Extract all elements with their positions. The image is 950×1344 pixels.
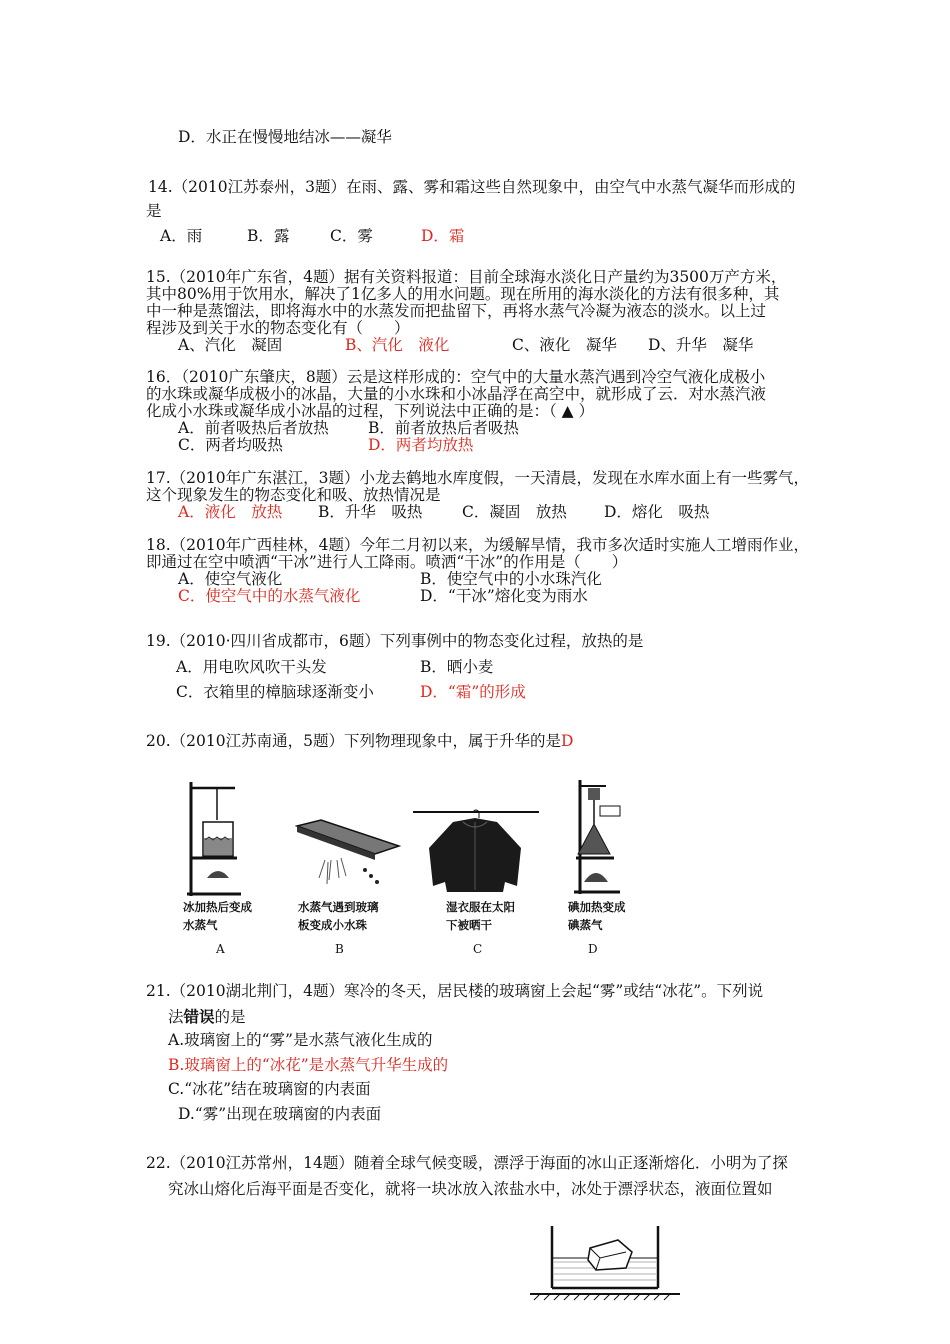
q20-stem: 20.（2010江苏南通，5题）下列物理现象中，属于升华的是D <box>146 732 574 750</box>
q21-emphasis-wrong: 错误 <box>183 1007 215 1026</box>
q22-stem-line1: 22.（2010江苏常州，14题）随着全球气候变暖，漂浮于海面的冰山正逐渐熔化．小明为了探 <box>146 1154 788 1172</box>
q21-option-b-answer: B.玻璃窗上的“冰花”是水蒸气升华生成的 <box>168 1056 449 1074</box>
q21-stem-line1: 21.（2010湖北荆门，4题）寒冷的冬天，居民楼的玻璃窗上会起“雾”或结“冰花”。下列说 <box>146 982 764 1000</box>
figure-d-label: D <box>588 942 598 956</box>
q22-figure-floating-ice <box>530 1222 680 1302</box>
figure-b-caption: 水蒸气遇到玻璃 板变成小水珠 <box>298 900 379 932</box>
figure-d-iodine-heating-apparatus <box>570 778 626 898</box>
q14-option-b: B．露 <box>247 227 290 245</box>
q15-stem-line3: 中一种是蒸馏法，即将海水中的水蒸发而把盐留下，再将水蒸气冷凝为液态的淡水。以上过 <box>146 302 767 320</box>
q16-option-c: C．两者均吸热 <box>178 436 283 454</box>
q14-option-d-answer: D．霜 <box>421 227 465 245</box>
q18-option-b: B．使空气中的小水珠汽化 <box>420 570 602 588</box>
q14-option-a: A．雨 <box>160 227 203 245</box>
q21-stem-line2: 法错误的是 <box>168 1007 246 1026</box>
q14-stem-line1: 14.（2010江苏泰州，3题）在雨、露、雾和霜这些自然现象中，由空气中水蒸气凝华而形成的 <box>148 178 796 196</box>
q18-stem-line1: 18.（2010年广西桂林，4题）今年二月初以来，为缓解旱情，我市多次适时实施人工增雨作业， <box>146 536 809 554</box>
q16-stem-line1: 16．（2010广东肇庆，8题）云是这样形成的：空气中的大量水蒸汽遇到冷空气液化成极小 <box>146 368 766 386</box>
figure-a-ice-heating-apparatus <box>183 780 245 898</box>
q19-option-c: C．衣箱里的樟脑球逐渐变小 <box>176 683 374 701</box>
q18-option-a: A．使空气液化 <box>178 570 283 588</box>
q16-option-d-answer: D．两者均放热 <box>368 436 474 454</box>
q17-option-d: D．熔化 吸热 <box>604 503 710 521</box>
q17-option-c: C．凝固 放热 <box>462 503 567 521</box>
figure-a-caption: 冰加热后变成 水蒸气 <box>183 900 252 932</box>
q15-option-d: D、升华 凝华 <box>648 336 754 354</box>
figure-b-label: B <box>335 942 344 956</box>
figure-b-glass-plate-condensation <box>295 818 403 890</box>
figure-c-drying-clothes <box>413 806 541 894</box>
q19-option-b: B．晒小麦 <box>420 658 494 676</box>
q15-stem-line4: 程涉及到关于水的物态变化有（ ） <box>146 319 410 337</box>
q15-stem-line2: 其中80%用于饮用水，解决了1亿多人的用水问题。现在所用的海水淡化的方法有很多种，其 <box>146 285 780 303</box>
q22-stem-line2: 究冰山熔化后海平面是否变化，就将一块冰放入浓盐水中，冰处于漂浮状态，液面位置如 <box>168 1180 773 1198</box>
q18-option-c-answer: C．使空气中的水蒸气液化 <box>178 587 361 605</box>
q16-option-a: A．前者吸热后者放热 <box>178 419 329 437</box>
q19-option-d-answer: D．“霜”的形成 <box>420 683 526 701</box>
q17-stem-line1: 17.（2010年广东湛江，3题）小龙去鹤地水库度假，一天清晨，发现在水库水面上有一些雾气， <box>146 469 809 487</box>
figure-c-label: C <box>473 942 483 956</box>
q20-answer: D <box>560 732 574 750</box>
q19-stem: 19.（2010·四川省成都市，6题）下列事例中的物态变化过程，放热的是 <box>146 632 644 650</box>
figure-d-caption: 碘加热变成 碘蒸气 <box>568 900 626 932</box>
q17-option-a-answer: A．液化 放热 <box>178 503 283 521</box>
q16-option-b: B．前者放热后者吸热 <box>368 419 519 437</box>
q15-option-c: C、液化 凝华 <box>512 336 617 354</box>
q15-option-b-answer: B、汽化 液化 <box>345 336 450 354</box>
q17-stem-line2: 这个现象发生的物态变化和吸、放热情况是 <box>146 486 441 504</box>
q21-option-a: A.玻璃窗上的“雾”是水蒸气液化生成的 <box>168 1031 433 1049</box>
q15-option-a: A、汽化 凝固 <box>178 336 283 354</box>
q13-option-d: D．水正在慢慢地结冰——凝华 <box>178 128 392 146</box>
q16-stem-line2: 的水珠或凝华成极小的冰晶，大量的小水珠和小冰晶浮在高空中，就形成了云．对水蒸汽液 <box>146 385 767 403</box>
q18-option-d: D．“干冰”熔化变为雨水 <box>420 587 588 605</box>
q18-stem-line2: 即通过在空中喷洒“干冰”进行人工降雨。喷洒“干冰”的作用是（ ） <box>146 553 628 571</box>
q17-option-b: B．升华 吸热 <box>318 503 423 521</box>
q21-option-c: C.“冰花”结在玻璃窗的内表面 <box>168 1080 371 1098</box>
q16-stem-line3: 化成小水珠或凝华成小冰晶的过程，下列说法中正确的是：（ ▲ ） <box>146 402 595 420</box>
figure-c-caption: 湿衣服在太阳 下被晒干 <box>446 900 515 932</box>
q21-option-d: D.“雾”出现在玻璃窗的内表面 <box>178 1105 382 1123</box>
q14-stem-line2: 是 <box>146 202 162 220</box>
figure-a-label: A <box>216 942 225 956</box>
q19-option-a: A．用电吹风吹干头发 <box>176 658 327 676</box>
q14-option-c: C．雾 <box>330 227 373 245</box>
q15-stem-line1: 15.（2010年广东省，4题）据有关资料报道：目前全球海水淡化日产量约为3500万产方米， <box>146 268 787 286</box>
